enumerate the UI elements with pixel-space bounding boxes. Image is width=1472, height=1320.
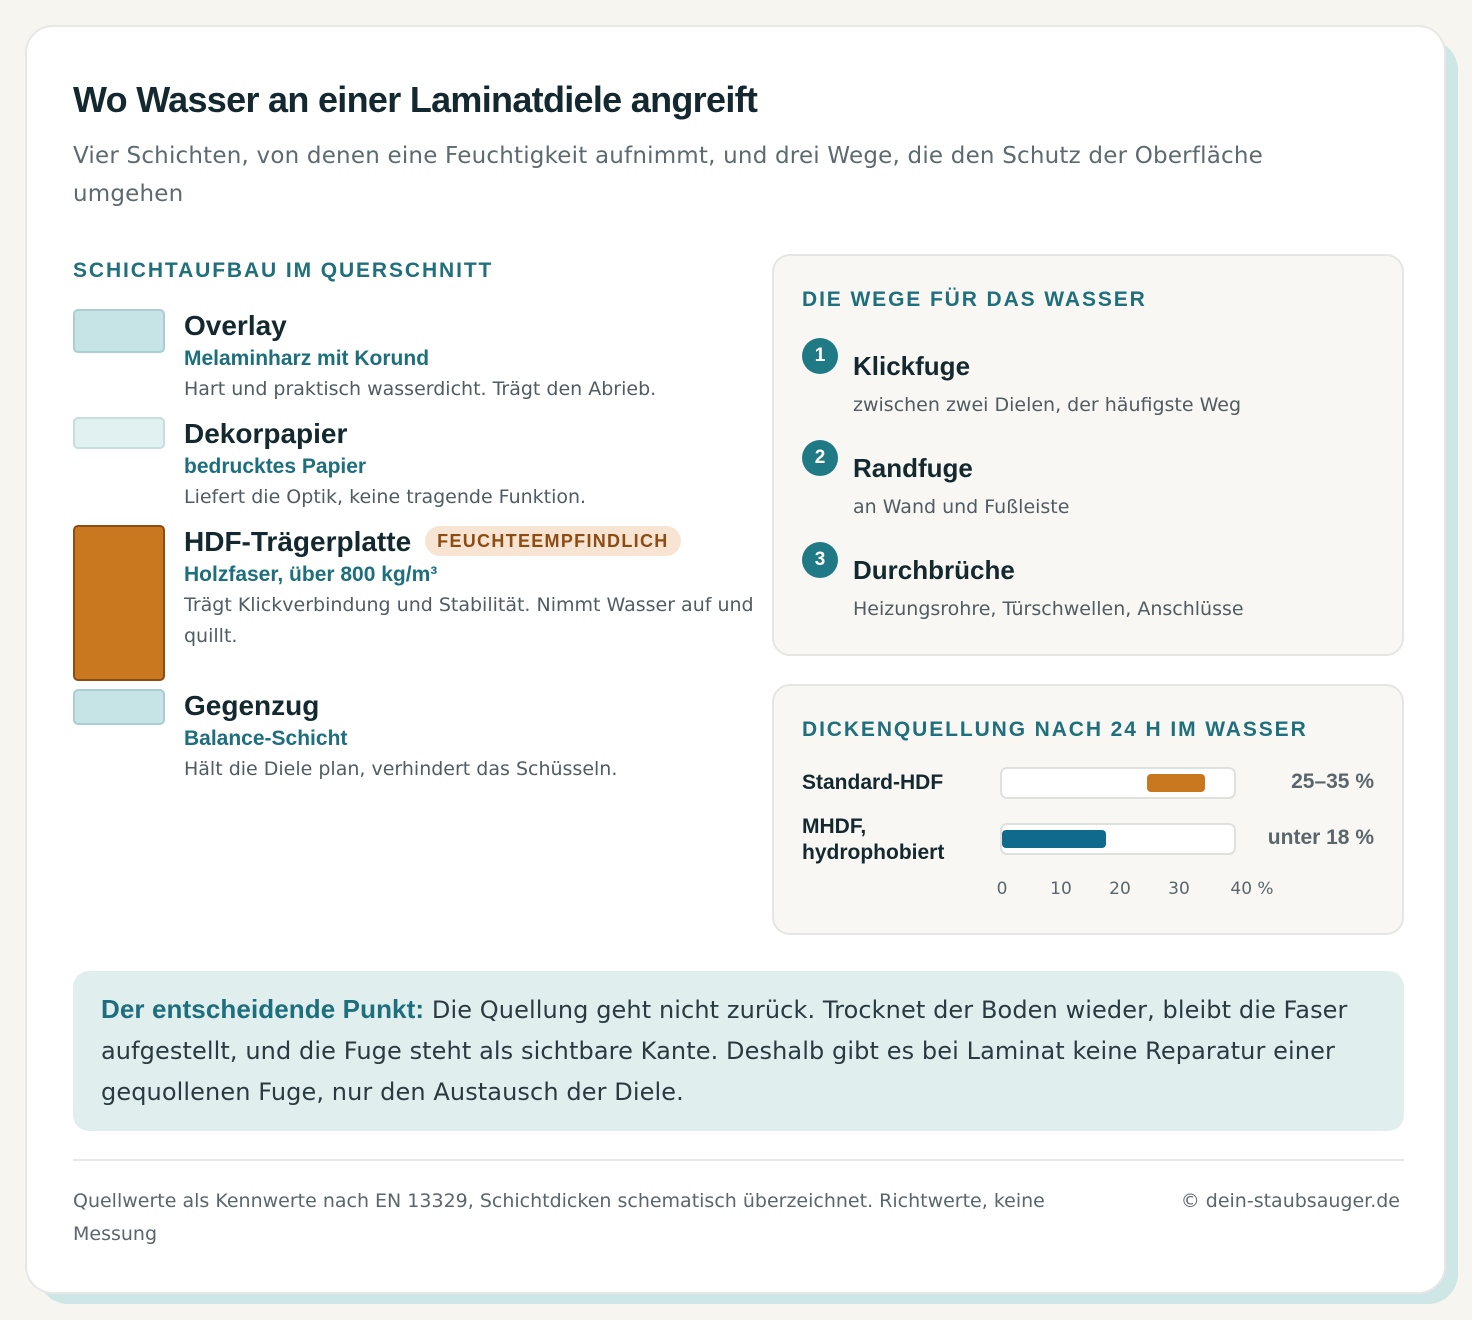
water-ways-panel bbox=[772, 254, 1404, 656]
bar-category-label: Standard-HDF bbox=[802, 771, 944, 794]
callout-text: Die Quellung geht nicht zurück. Trocknet der Boden wieder, bleibt die Faser aufgestellt, und die Fuge steht als sichtbare Kante. Deshalb gibt es bei Laminat keine Reparatur einer gequollenen Fuge, nur den Austausch der Diele. bbox=[101, 996, 1348, 1106]
callout-lead: Der entscheidende Punkt: bbox=[101, 994, 425, 1024]
bar-fill-standard-hdf bbox=[1147, 774, 1205, 792]
way-number-badge: 1 bbox=[802, 338, 838, 374]
way-description: an Wand und Fußleiste bbox=[853, 496, 1070, 518]
layers-section-label: SCHICHTAUFBAU IM QUERSCHNITT bbox=[73, 259, 494, 282]
way-name: Klickfuge bbox=[853, 351, 971, 381]
layer-description: Liefert die Optik, keine tragende Funktion. bbox=[184, 486, 587, 508]
x-tick-label: 40 % bbox=[1230, 879, 1274, 899]
footer-divider bbox=[73, 1159, 1404, 1161]
layer-material: Balance-Schicht bbox=[184, 727, 348, 750]
bar-fill-mhdf bbox=[1002, 830, 1106, 848]
layer-material: Holzfaser, über 800 kg/m³ bbox=[184, 563, 438, 586]
layer-swatch bbox=[73, 525, 165, 681]
x-tick-label: 30 bbox=[1168, 879, 1190, 899]
page-subtitle: Vier Schichten, von denen eine Feuchtigkeit aufnimmt, und drei Wege, die den Schutz der Oberfläche umgehen bbox=[73, 143, 1263, 207]
layer-name: Overlay bbox=[184, 310, 287, 341]
footer-copyright: © dein-staubsauger.de bbox=[1180, 1190, 1400, 1212]
moisture-sensitive-badge: FEUCHTEEMPFINDLICH bbox=[425, 526, 680, 556]
x-tick-label: 0 bbox=[996, 879, 1008, 899]
key-point-callout bbox=[73, 971, 1404, 1131]
layer-name: Dekorpapier bbox=[184, 418, 348, 449]
bar-track bbox=[1000, 767, 1236, 799]
way-description: zwischen zwei Dielen, der häufigste Weg bbox=[853, 394, 1242, 416]
infographic-card bbox=[25, 25, 1446, 1294]
layer-swatch bbox=[73, 689, 165, 725]
way-number-badge: 3 bbox=[802, 542, 838, 578]
bar-value-label: 25–35 % bbox=[1291, 770, 1374, 793]
page-title: Wo Wasser an einer Laminatdiele angreift bbox=[73, 79, 758, 120]
layer-name: Gegenzug bbox=[184, 690, 320, 721]
layer-description: Hart und praktisch wasserdicht. Trägt den Abrieb. bbox=[184, 378, 657, 400]
x-tick-label: 20 bbox=[1109, 879, 1131, 899]
layer-material: bedrucktes Papier bbox=[184, 455, 367, 478]
swelling-chart-panel bbox=[772, 684, 1404, 935]
layer-swatch bbox=[73, 417, 165, 449]
x-tick-label: 10 bbox=[1050, 879, 1072, 899]
way-name: Durchbrüche bbox=[853, 555, 1015, 585]
footer-note: Quellwerte als Kennwerte nach EN 13329, Schichtdicken schematisch überzeichnet. Richtwerte, keine Messung bbox=[73, 1190, 1045, 1245]
bar-value-label: unter 18 % bbox=[1267, 826, 1374, 849]
layer-description: Hält die Diele plan, verhindert das Schüsseln. bbox=[184, 758, 618, 780]
layer-name: HDF-Trägerplatte bbox=[184, 526, 412, 557]
bar-track bbox=[1000, 823, 1236, 855]
layer-name-row bbox=[184, 525, 764, 559]
layer-material: Melaminharz mit Korund bbox=[184, 347, 430, 370]
layer-swatch bbox=[73, 309, 165, 353]
ways-section-label: DIE WEGE FÜR DAS WASSER bbox=[802, 288, 1147, 311]
way-name: Randfuge bbox=[853, 453, 973, 483]
way-number-badge: 2 bbox=[802, 440, 838, 476]
chart-title: DICKENQUELLUNG NACH 24 H IM WASSER bbox=[802, 718, 1308, 741]
bar-category-label: MHDF, hydrophobiert bbox=[802, 815, 945, 864]
layer-description: Trägt Klickverbindung und Stabilität. Nimmt Wasser auf und quillt. bbox=[184, 594, 754, 647]
way-description: Heizungsrohre, Türschwellen, Anschlüsse bbox=[853, 598, 1244, 620]
